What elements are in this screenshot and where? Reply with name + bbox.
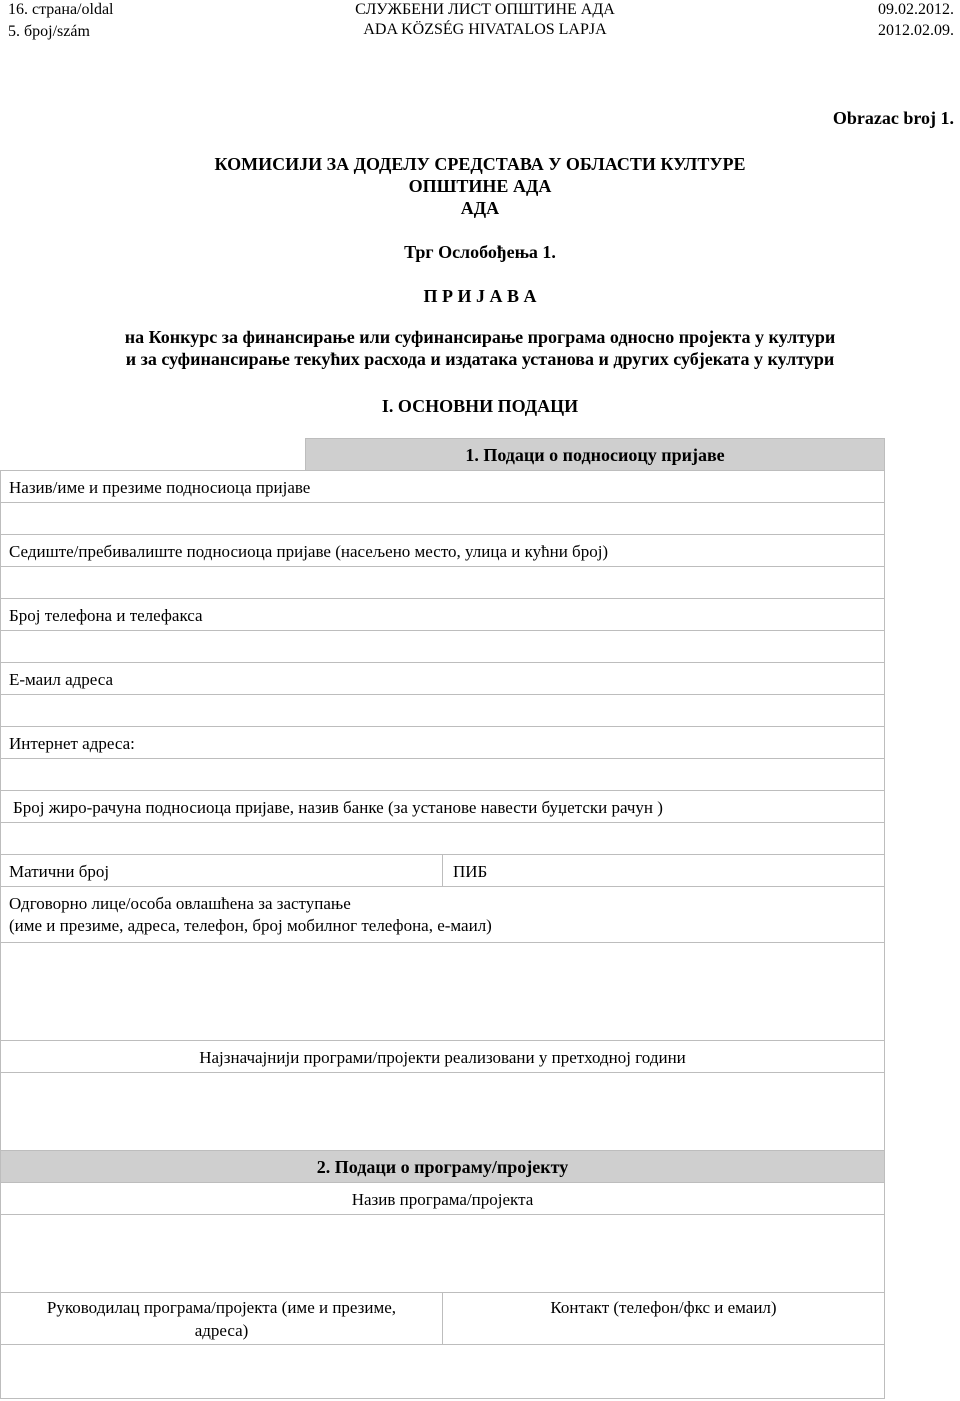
addressee-line1: КОМИСИЈИ ЗА ДОДЕЛУ СРЕДСТАВА У ОБЛАСТИ КУЛТУРЕ [214, 154, 746, 174]
date-sr: 09.02.2012. [878, 1, 954, 18]
form-number: Obrazac broj 1. [832, 108, 954, 128]
responsible-person-input-field[interactable] [0, 942, 885, 1041]
account-label: Број жиро-рачуна подносиоца пријаве, назив банке (за установе навести буџетски рачун ) [13, 798, 663, 817]
seat-input-field[interactable] [0, 566, 885, 599]
date-hu: 2012.02.09. [878, 22, 954, 39]
reg-no-field[interactable] [0, 854, 443, 887]
web-input-field[interactable] [0, 758, 885, 791]
programs-label: Најзначајнији програми/пројекти реализовани у претходној години [199, 1048, 686, 1067]
subsection-2-header [0, 1150, 885, 1183]
account-label-row [0, 790, 885, 823]
form-subtitle-2: и за суфинансирање текућих расхода и издатака установа и других субјеката у култури [125, 349, 835, 369]
phone-label: Број телефона и телефакса [9, 606, 203, 625]
phone-label-row [0, 598, 885, 631]
leader-label-1: Руководилац програма/пројекта (име и презиме, [46, 1298, 397, 1317]
pib-label: ПИБ [453, 862, 488, 881]
leader-label-2: адреса) [194, 1321, 249, 1340]
account-input-field[interactable] [0, 822, 885, 855]
leader-contact-input-field[interactable] [0, 1344, 885, 1399]
form-subtitle-1: на Конкурс за финансирање или суфинансирање програма односно пројекта у култури [124, 327, 836, 347]
responsible-person-label-row [0, 886, 885, 943]
section-1-heading: I. ОСНОВНИ ПОДАЦИ [381, 396, 579, 416]
addressee-line2: ОПШТИНЕ АДА [408, 176, 552, 196]
web-label-row [0, 726, 885, 759]
subsection-1-header [305, 438, 885, 471]
addressee-line3: АДА [460, 198, 500, 218]
gazette-title-hu: ADA KÖZSÉG HIVATALOS LAPJA [363, 21, 607, 38]
program-name-label: Назив програма/пројекта [351, 1190, 534, 1209]
responsible-person-label-1: Одговорно лице/особа овлашћена за заступање [9, 894, 351, 913]
seat-label: Седиште/пребивалиште подносиоца пријаве (насељено место, улица и кућни број) [9, 542, 609, 561]
reg-no-label: Матични број [9, 862, 110, 881]
contact-label: Контакт (телефон/фкс и емаил) [550, 1298, 777, 1317]
subsection-1-title: 1. Подаци о подносиоцу пријаве [465, 445, 725, 465]
name-input-field[interactable] [0, 502, 885, 535]
page-number-label: 16. страна/oldal [8, 1, 114, 18]
seat-label-row [0, 534, 885, 567]
programs-input-field[interactable] [0, 1072, 885, 1151]
phone-input-field[interactable] [0, 630, 885, 663]
responsible-person-label-2: (име и презиме, адреса, телефон, број мобилног телефона, е-маил) [9, 916, 492, 935]
issue-number-label: 5. број/szám [8, 23, 90, 40]
leader-label-cell [0, 1292, 443, 1345]
gazette-title-sr: СЛУЖБЕНИ ЛИСТ ОПШТИНЕ АДА [355, 1, 615, 18]
addressee-address: Трг Ослобођења 1. [404, 242, 556, 262]
program-name-label-row [0, 1182, 885, 1215]
pib-field[interactable] [442, 854, 885, 887]
contact-label-cell [442, 1292, 885, 1345]
form-title: П Р И Ј А В А [423, 286, 537, 306]
email-label: Е-маил адреса [9, 670, 114, 689]
email-label-row [0, 662, 885, 695]
email-input-field[interactable] [0, 694, 885, 727]
name-label: Назив/име и презиме подносиоца пријаве [9, 478, 311, 497]
programs-label-row [0, 1040, 885, 1073]
subsection-2-title: 2. Подаци о програму/пројекту [316, 1157, 569, 1177]
program-name-input-field[interactable] [0, 1214, 885, 1293]
name-label-row [0, 470, 885, 503]
web-label: Интернет адреса: [9, 734, 135, 753]
